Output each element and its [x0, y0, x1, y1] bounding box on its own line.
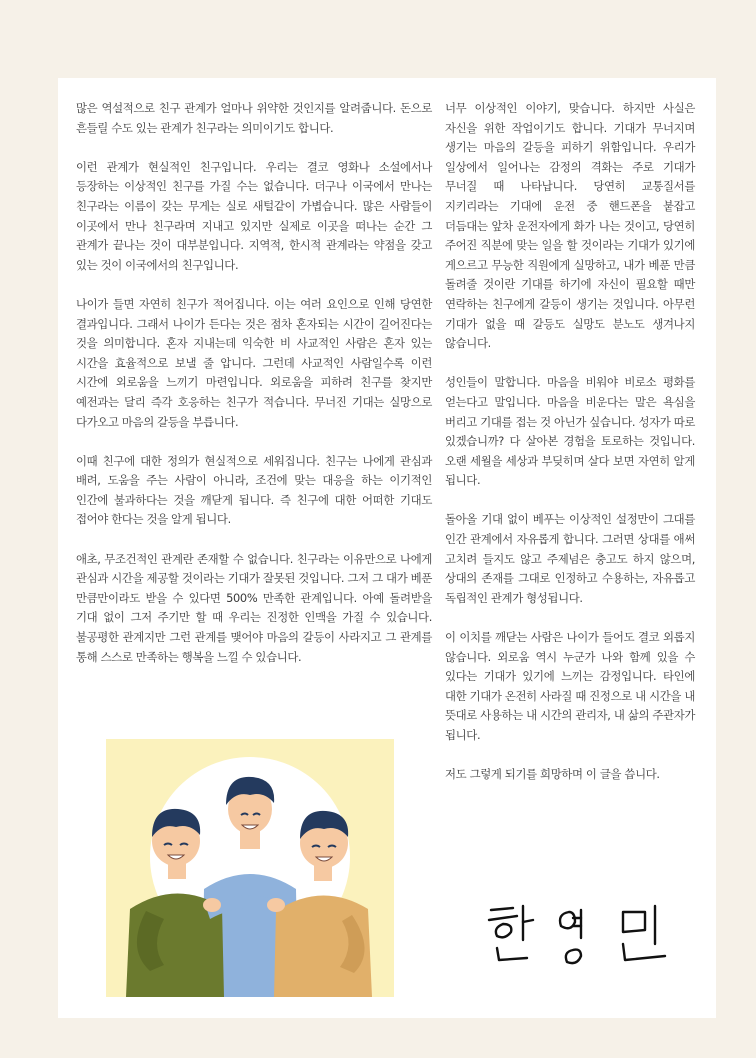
paragraph: 나이가 들면 자연히 친구가 적어집니다. 이는 여러 요인으로 인해 당연한 결과입니다. 그래서 나이가 든다는 것은 점차 혼자되는 시간이 길어진다는 것을 의미합니다. 혼자 지내는데 익숙한 비 사교적인 사람은 혼자 있는 시간을 효율적으로 보낼 줄 압니다. 그런데 사교적인 사람일수록 이런 시간에 외로움을 느끼기 마련입니다. 외로움을 피하려 친구를 찾지만 예전과는 달리 즉각 호응하는 친구가 적습니다. 무너진 기대는 실망으로 다가오고 마음의 갈등을 부릅니다.: [76, 296, 432, 429]
paragraph: 저도 그렇게 되기를 희망하며 이 글을 씁니다.: [445, 767, 660, 782]
paragraph: 이때 친구에 대한 정의가 현실적으로 세워집니다. 친구는 나에게 관심과 배려, 도움을 주는 사람이 아니라, 조건에 맞는 대응을 하는 이기적인 인간에 불과하다는 것을 깨닫게 됩니다. 즉 친구에 대한 어떠한 기대도 접어야 한다는 것을 알게 됩니다.: [76, 453, 432, 527]
three-friends-image: [106, 739, 394, 997]
paragraph: 너무 이상적인 이야기, 맞습니다. 하지만 사실은 자신을 위한 작업이기도 합니다. 기대가 무너지며 생기는 마음의 갈등을 피하기 위함입니다. 우리가 일상에서 일어나는 감정의 격화는 주로 기대가 무너질 때 나타납니다. 당연히 교통질서를 지키리라는 기대에 운전 중 핸드폰을 붙잡고 더듬대는 앞차 운전자에게 화가 나는 것이고, 당연히 주어진 직분에 맞는 일을 할 것이라는 기대가 있기에 게으르고 무능한 직원에게 실망하고, 내가 베푼 만큼 돌려줄 것이란 기대를 하기에 자신이 필요할 때만 연락하는 친구에게 갈등이 생기는 것입니다. 아무런 기대가 없을 때 갈등도 실망도 분노도 생겨나지 않습니다.: [445, 101, 695, 351]
right-column: [445, 99, 695, 804]
paragraph: 돌아올 기대 없이 베푸는 이상적인 설정만이 그대를 인간 관계에서 자유롭게 합니다. 그러면 상대를 애써 고치려 들지도 않고 주제넘은 충고도 하지 않으며, 상대의 존재를 그대로 인정하고 수용하는, 자유롭고 독립적인 관계가 형성됩니다.: [445, 512, 695, 605]
paragraph: 애초, 무조건적인 관계란 존재할 수 없습니다. 친구라는 이유만으로 나에게 관심과 시간을 제공할 것이라는 기대가 잘못된 것입니다. 그저 그 대가 베푼 만큼만이라도 받을 수 있다면 500% 만족한 관계입니다. 아예 돌려받을 기대 없이 그저 주기만 할 때 우리는 진정한 인맥을 가질 수 있습니다. 불공평한 관계지만 그런 관계를 맺어야 마음의 갈등이 사라지고 그 관계를 통해 스스로 만족하는 행복을 느낄 수 있습니다.: [76, 551, 432, 664]
handwritten-signature: [483, 898, 693, 968]
paragraph: 이 이치를 깨닫는 사람은 나이가 들어도 결코 외롭지 않습니다. 외로움 역시 누군가 나와 함께 있을 수 있다는 기대가 있기에 느끼는 감정입니다. 타인에 대한 기대가 온전히 사라질 때 진정으로 내 시간을 내 뜻대로 사용하는 내 시간의 관리자, 내 삶의 주관자가 됩니다.: [445, 630, 695, 742]
page-sheet: [58, 78, 716, 1018]
left-column: [76, 99, 432, 687]
paragraph: 성인들이 말합니다. 마음을 비워야 비로소 평화를 얻는다고 말입니다. 마음을 비운다는 말은 욕심을 버리고 기대를 접는 것 아닌가 싶습니다. 성자가 따로 있겠습니까? 다 살아본 경험을 토로하는 것입니다. 오랜 세월을 세상과 부딪히며 살다 보면 자연히 알게 됩니다.: [445, 375, 695, 488]
friends-illustration: [106, 739, 394, 997]
paragraph: 많은 역설적으로 친구 관계가 얼마나 위약한 것인지를 알려줍니다. 돈으로 흔들릴 수도 있는 관계가 친구라는 의미이기도 합니다.: [76, 101, 432, 135]
paragraph: 이런 관계가 현실적인 친구입니다. 우리는 결코 영화나 소설에서나 등장하는 이상적인 친구를 가질 수는 없습니다. 더구나 이국에서 만나는 친구라는 이름이 갖는 무게는 실로 새털같이 가볍습니다. 많은 사람들이 이곳에서 만나 친구라며 지내고 있지만 실제로 이곳을 떠나는 순간 그 관계가 끝나는 것이 대부분입니다. 지역적, 한시적 관계라는 약점을 갖고 있는 것이 이국에서의 친구입니다.: [76, 159, 432, 272]
